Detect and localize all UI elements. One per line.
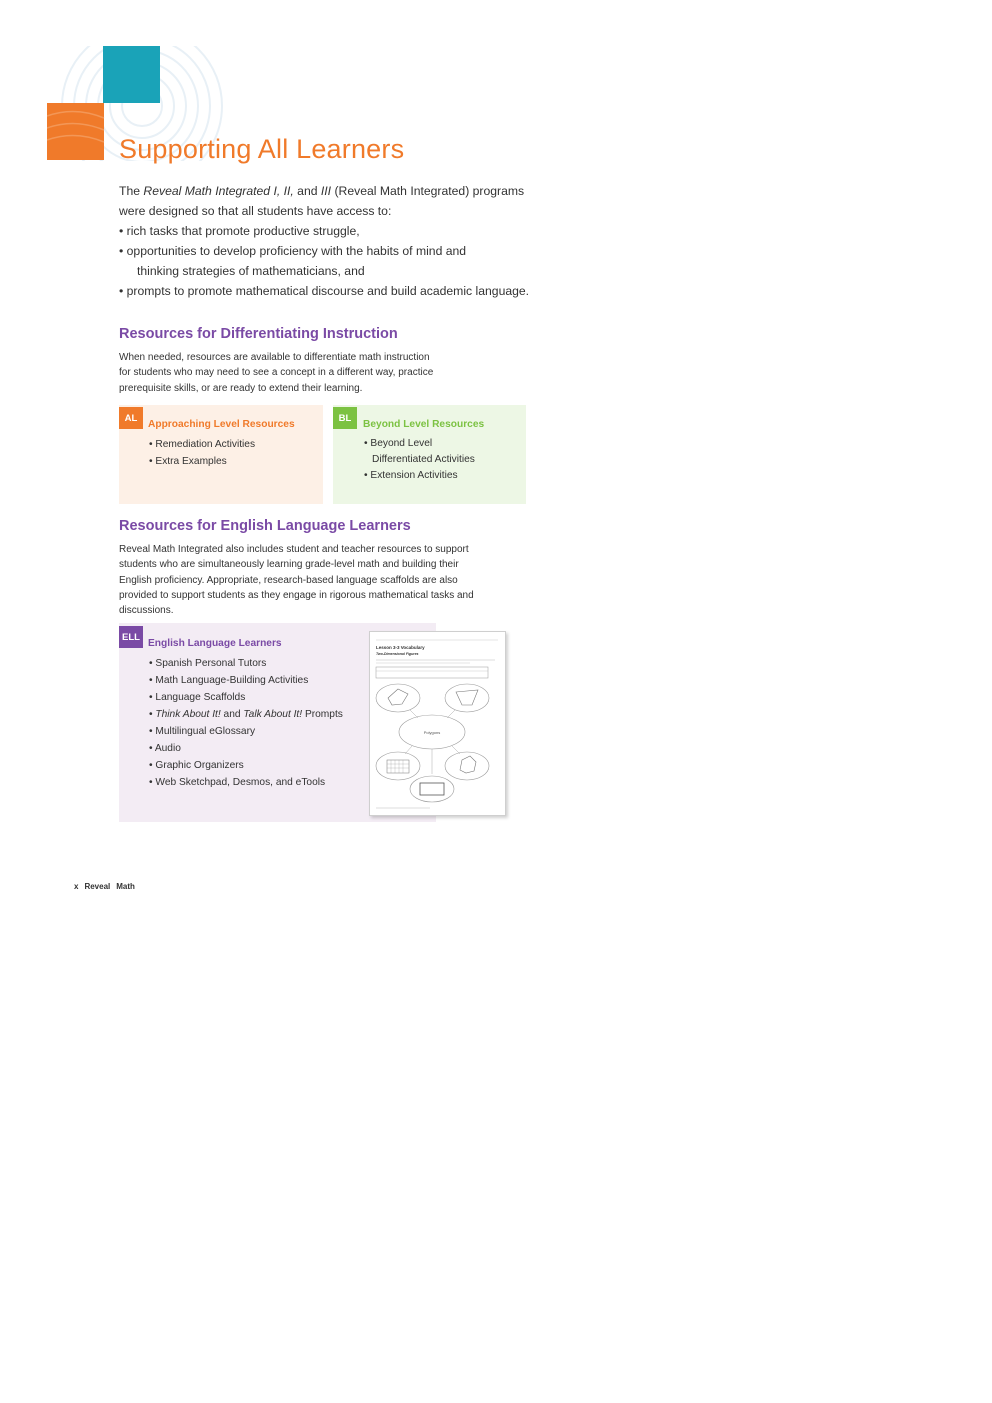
worksheet-graphic <box>370 632 505 815</box>
paragraph-line: discussions. <box>119 605 174 617</box>
paragraph-line: English proficiency. Appropriate, research-based language scaffolds are also <box>119 574 458 586</box>
bullet-text: opportunities to develop proficiency with the habits of mind and <box>126 244 467 258</box>
prompt-text: Prompts <box>302 709 343 720</box>
ell-paragraph <box>119 542 474 618</box>
program-name-italic: III <box>320 184 332 198</box>
paragraph-line: prerequisite skills, or are ready to extend their learning. <box>119 382 363 394</box>
intro-text-segment: and <box>293 184 321 198</box>
worksheet-lesson-label: Lesson 3-3 Vocabulary <box>376 645 425 650</box>
paragraph-line: Reveal Math Integrated also includes student and teacher resources to support <box>119 544 469 555</box>
al-badge: AL <box>119 407 143 429</box>
list-item <box>119 221 579 241</box>
approaching-level-box <box>119 405 323 504</box>
beyond-level-title: Beyond Level Resources <box>363 419 485 430</box>
intro-line-2: were designed so that all students have access to: <box>119 204 392 218</box>
paragraph-line: students who are simultaneously learning grade-level math and building their <box>119 559 459 571</box>
list-item: • Language Scaffolds <box>149 689 343 706</box>
list-item: • Extra Examples <box>149 453 255 470</box>
page-footer <box>74 882 141 891</box>
approaching-level-list <box>149 436 255 470</box>
intro-text-segment: The <box>119 184 144 198</box>
vocabulary-worksheet-thumbnail <box>369 631 506 816</box>
paragraph-line: for students who may need to see a concept in a different way, practice <box>119 367 434 379</box>
ell-badge: ELL <box>119 626 143 648</box>
beyond-level-list <box>364 436 475 484</box>
approaching-level-title: Approaching Level Resources <box>148 419 295 430</box>
ell-heading: Resources for English Language Learners <box>119 518 411 534</box>
bullet-text: prompts to promote mathematical discourse and build academic language. <box>126 284 530 298</box>
list-item-continuation: Differentiated Activities <box>372 454 475 465</box>
prompt-name-italic: Talk About It! <box>243 709 303 720</box>
list-item: • Beyond Level <box>364 436 475 452</box>
list-item: • Web Sketchpad, Desmos, and eTools <box>149 774 343 791</box>
ell-box-title: English Language Learners <box>148 638 282 649</box>
list-item <box>119 241 579 281</box>
intro-text-segment: (Reveal Math Integrated) programs <box>331 184 525 198</box>
page-number: x <box>74 882 79 891</box>
book-name: Reveal <box>84 882 111 891</box>
worksheet-subtitle: Two-Dimensional Figures <box>376 652 419 656</box>
list-item: • Multilingual eGlossary <box>149 723 343 740</box>
bl-badge: BL <box>333 407 357 429</box>
list-item: • Graphic Organizers <box>149 757 343 774</box>
ell-resource-list <box>149 655 343 791</box>
program-name-italic: Reveal Math Integrated I, II, <box>143 184 294 198</box>
page-title: Supporting All Learners <box>119 134 405 164</box>
list-item: • Extension Activities <box>364 468 475 484</box>
intro-line-1 <box>119 181 579 201</box>
list-item: • Spanish Personal Tutors <box>149 655 343 672</box>
differentiating-paragraph <box>119 350 433 396</box>
prompt-text: and <box>220 709 244 720</box>
list-item <box>119 281 579 301</box>
worksheet-center-label: Polygons <box>423 730 441 735</box>
list-item: • Audio <box>149 740 343 757</box>
intro-text <box>119 181 579 301</box>
list-item <box>149 706 343 723</box>
paragraph-line: provided to support students as they engage in rigorous mathematical tasks and <box>119 589 474 601</box>
bullet-text: rich tasks that promote productive struggle, <box>126 224 360 238</box>
prompt-name-italic: Think About It! <box>155 709 221 720</box>
paragraph-line: When needed, resources are available to differentiate math instruction <box>119 352 430 363</box>
book-name: Math <box>116 882 135 891</box>
list-item: • Remediation Activities <box>149 436 255 453</box>
list-item: • Math Language-Building Activities <box>149 672 343 689</box>
differentiating-heading: Resources for Differentiating Instruction <box>119 326 398 342</box>
intro-bullet-list <box>119 221 579 301</box>
bullet-continuation: thinking strategies of mathematicians, and <box>137 264 365 278</box>
beyond-level-box <box>333 405 526 504</box>
